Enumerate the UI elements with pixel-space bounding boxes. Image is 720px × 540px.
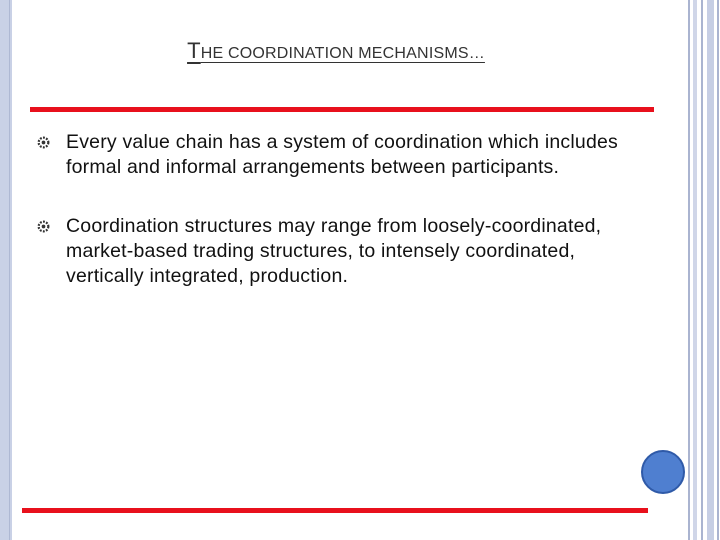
bullet-text: Coordination structures may range from loosely-coordinated, market-based trading structures, to intensely coordinated, vertically integrated, production. <box>66 215 602 287</box>
border-line <box>701 0 703 540</box>
footer-divider <box>22 508 648 513</box>
bullet-text: Every value chain has a system of coordination which includes formal and informal arrangements between participants. <box>66 131 618 178</box>
bullet-list <box>36 130 636 323</box>
gear-bullet-icon <box>37 136 50 149</box>
border-line <box>688 0 690 540</box>
left-decorative-border <box>0 0 12 540</box>
title-divider <box>30 107 654 112</box>
border-line <box>717 0 719 540</box>
border-line <box>693 0 697 540</box>
decorative-circle <box>641 450 685 494</box>
border-line <box>707 0 714 540</box>
bullet-item <box>36 130 636 180</box>
gear-bullet-icon <box>37 220 50 233</box>
slide-title <box>0 38 672 64</box>
bullet-item <box>36 214 636 289</box>
right-decorative-border <box>684 0 720 540</box>
title-first-letter: T <box>187 38 201 63</box>
title-rest: HE COORDINATION MECHANISMS… <box>200 45 485 62</box>
